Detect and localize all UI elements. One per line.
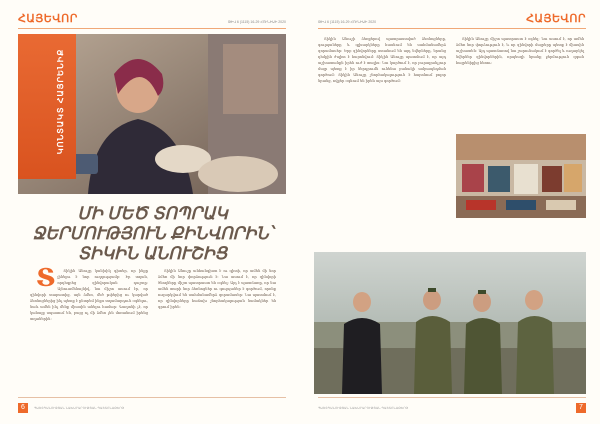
right-header [318,8,586,29]
handicrafts-photo [456,134,586,218]
issue-line: ԹԻՎ 6 (1115) 16-29 ՀՈՒՆԻՍԻ 2020 [227,20,286,24]
page-number: 6 [18,403,28,413]
left-footer [18,397,286,416]
issue-line: ԹԻՎ 6 (1115) 16-29 ՀՈՒՆԻՍԻ 2020 [318,20,377,24]
body-text: Տիկին Անուշի ձեռքերով պատրաստված ձեռնոցները, գուլպաները և գլխարկները հասնում են սահմանամերձ զորամասեր: Երբ զինվորները ստանում են այդ նվերները, նրանց դեմքին ժպիտ է հայտնվում: Տիկին Անուշը պատմում է, որ այդ աշխատանքն իրեն ուժ է տալիս: Նա կարծում է, որ յուրաքանչյուր մայր պետք է իր ներդրումն ունենա բանակի ամրապնդման գործում: Տիկին Անուշը շնորհակալություն է հայտնում բոլոր նրանց, ովքեր օգնում են իրեն այս գործում: [318,37,446,83]
soldiers-photo-image [314,252,586,394]
right-page [300,0,600,424]
dropcap: Տ [36,263,56,292]
section-label: ԿՈՆՏԱԿՏ ՀԱՅՐԵՆԻՔ [56,48,65,155]
magazine-logo: ՀԱՅԵՎՈՐ [18,13,78,25]
article-body-col2 [456,36,584,128]
article-body-col1 [318,36,446,246]
page-number: 7 [576,403,586,413]
soldiers-photo [314,252,586,394]
body-text: Տիկին Անուշը անհանգիստ է ու գիտի, որ ամեն մի նոր ձմեռ մի նոր փորձություն է: Նա ասում է, որ զինվորի ծնողները միշտ պատրաստ են օգնել: Այդ է պատճառը, որ նա ամեն տարի նոր ձեռնոցներ ու գուլպաներ է գործում, որոնք ուղարկվում են սահմանամերձ զորամասեր: Նա պատմում է, որ զինվորները հաճախ շնորհակալության նամակներ են գրում իրեն: [158,269,276,309]
handicrafts-photo-image [456,134,586,218]
magazine-logo: ՀԱՅԵՎՈՐ [526,13,586,25]
article-body-col1 [30,263,148,392]
left-header [18,8,286,29]
section-bar [18,34,76,179]
body-text: Տիկին Անուշը կանխիկ գիտեր, որ ինքը լինելու է նոր ուղղությամբ: Իր տղան, որդեգրեց զինվորական դաշտը: Այնուամենայնիվ, նա միշտ ասում էր, որ զինվորի տաբատից, այն ձմեռ, մեծ թփերից ու կարված ձեռնոցներից ինչ պետք է ընտրեմ ինքս տղամարդուն օգնելու, նաև ամեն ինչ մենք միասին անելու համար: Գաղտնի չէ, որ կանայք սպասում են, բայց ոչ մի ձմեռ չեն մոռանում իրենց տղաներին: [30,269,148,321]
article-headline: ՄԻ ՄԵԾ ՏՈՊՐԱԿ ՋԵՐՄՈՒԹՅՈՒՆ ՔԻՆՎՈՐԻՆ՝ ՏԻԿԻՆ ԱՆՈՒՇԻՑ [32,204,273,263]
article-body-col2 [158,268,276,392]
footer-text: ՊԱՇՏՊԱՆՈՒԹՅԱՆ ՆԱԽԱՐԱՐՈՒԹՅԱՆ ՊԱՇՏՈՆԱԹԵՐԹ [318,406,409,410]
footer-text: ՊԱՇՏՊԱՆՈՒԹՅԱՆ ՆԱԽԱՐԱՐՈՒԹՅԱՆ ՊԱՇՏՈՆԱԹԵՐԹ [34,406,125,410]
body-text: Տիկին Անուշը միշտ պատրաստ է օգնել: Նա ասում է, որ ամեն ձմեռ նոր փորձություն է, և որ զինվորի մայրերը պետք է միասին աշխատեն: Այդ պատճառով նա շարունակում է գործել և ուղարկել նվերներ զինվորներին, որպեսզի նրանք ջերմություն զգան հայրենիքից հեռու: [456,37,584,65]
right-footer [318,397,586,416]
